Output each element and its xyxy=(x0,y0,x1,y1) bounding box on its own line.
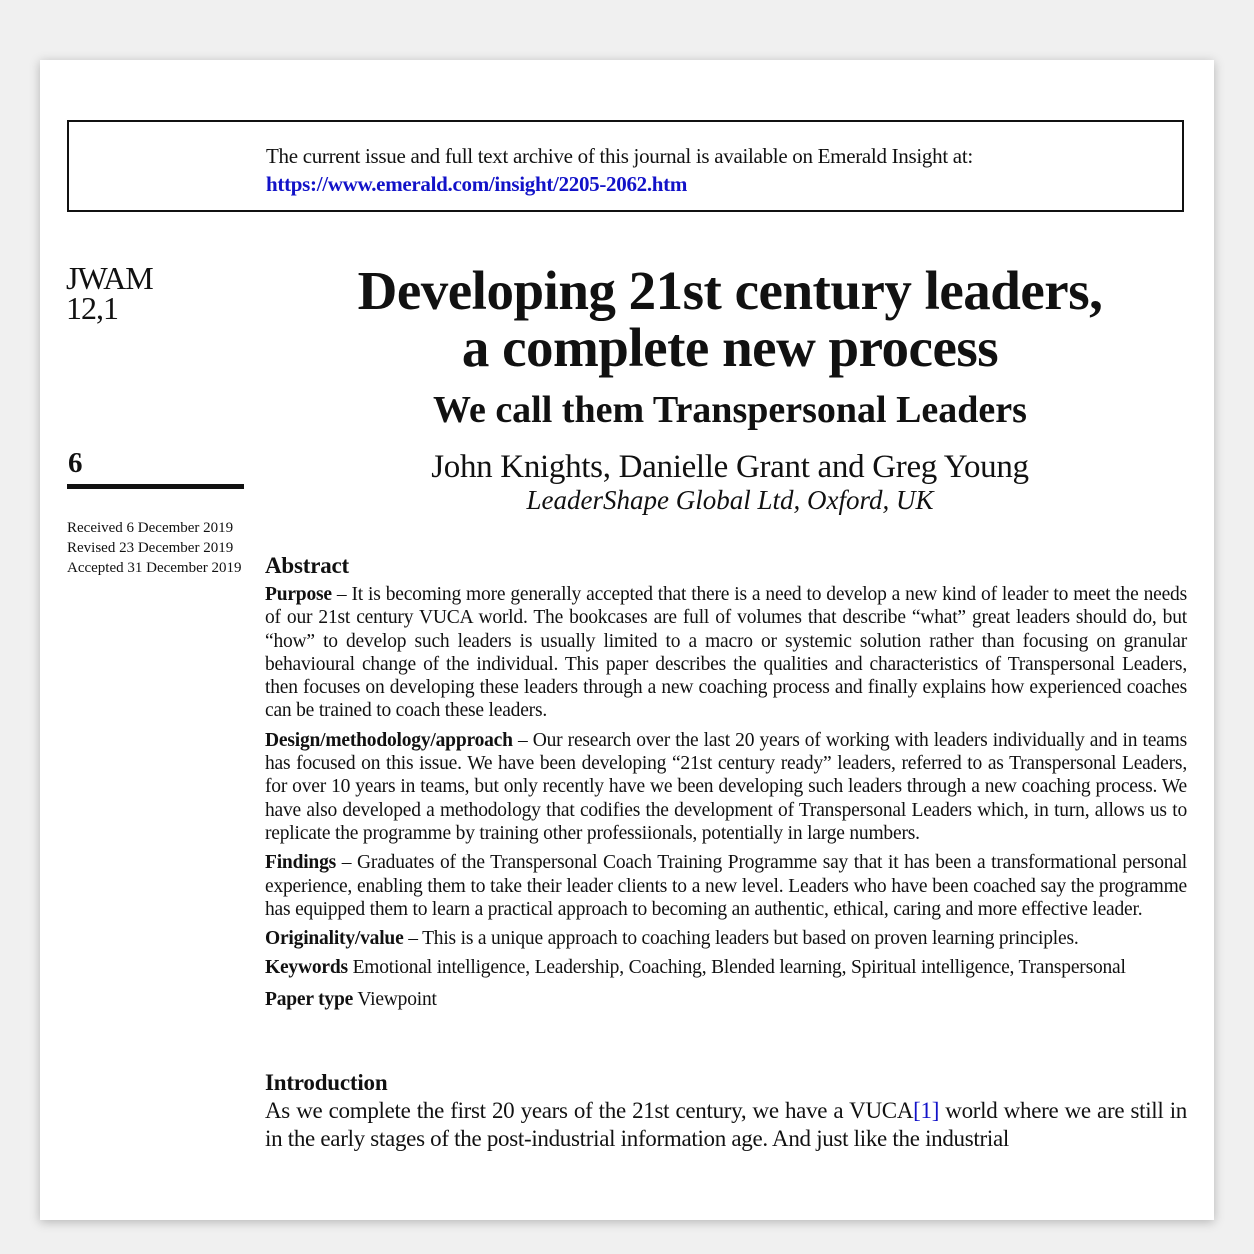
abstract-findings xyxy=(265,851,1187,921)
findings-label: Findings xyxy=(265,852,337,874)
banner-text: The current issue and full text archive of this journal is available on Emerald Insight at: xyxy=(266,144,973,168)
paper-type-text: Viewpoint xyxy=(353,988,437,1010)
journal-banner xyxy=(67,120,1184,212)
document-page xyxy=(40,60,1214,1220)
paper-type-label: Paper type xyxy=(265,988,354,1010)
accepted-date: Accepted 31 December 2019 xyxy=(67,560,242,576)
intro-text-end: world where we are still in in the early stages of the post-industrial information age. And just like the industrial xyxy=(265,1098,1188,1152)
article-title xyxy=(270,262,1190,376)
design-label: Design/methodology/approach xyxy=(265,729,513,751)
purpose-label: Purpose xyxy=(265,584,332,605)
revised-date: Revised 23 December 2019 xyxy=(67,540,234,556)
introduction-heading: Introduction xyxy=(265,1070,388,1096)
article-subtitle: We call them Transpersonal Leaders xyxy=(433,389,1027,431)
abstract-design xyxy=(265,729,1187,845)
abstract-purpose xyxy=(265,583,1187,723)
authors: John Knights, Danielle Grant and Greg Young xyxy=(431,449,1029,485)
abstract-heading: Abstract xyxy=(265,553,349,578)
article-history xyxy=(67,518,242,578)
paper-type xyxy=(265,988,1187,1011)
originality-text: – This is a unique approach to coaching leaders but based on proven learning principles. xyxy=(403,928,1079,950)
intro-text-start: As we complete the first 20 years of the 21st century, we have a VUCA xyxy=(265,1098,914,1124)
page-number-rule xyxy=(67,484,244,489)
abstract-originality xyxy=(265,927,1187,950)
keywords xyxy=(265,956,1187,979)
journal-link[interactable]: https://www.emerald.com/insight/2205-2062.htm xyxy=(266,172,688,196)
title-line-1: Developing 21st century leaders, xyxy=(357,260,1103,321)
banner-content xyxy=(266,142,973,198)
affiliation: LeaderShape Global Ltd, Oxford, UK xyxy=(526,485,934,515)
introduction-paragraph xyxy=(265,1097,1187,1153)
keywords-text: Emotional intelligence, Leadership, Coaching, Blended learning, Spiritual intelligence, Transpersonal xyxy=(347,957,1126,979)
main-column xyxy=(265,552,1187,1153)
journal-citation xyxy=(66,260,153,326)
page-number: 6 xyxy=(68,447,83,479)
originality-label: Originality/value xyxy=(265,928,404,950)
journal-volume: 12,1 xyxy=(66,290,118,326)
keywords-label: Keywords xyxy=(265,957,348,979)
design-text: – Our research over the last 20 years of working with leaders individually and in teams has focused on this issue. We have been developing “21st century ready” leaders, referred to as Transpersonal Leaders, for over 10 years in teams, but only recently have we been developing such leaders through a new coaching process. We have also developed a methodology that codifies the development of Transpersonal Leaders which, in turn, allows us to replicate the programme by training other professiionals, potentially in large numbers. xyxy=(265,729,1187,844)
findings-text: – Graduates of the Transpersonal Coach Training Programme say that it has been a transformational personal experience, enabling them to take their leader clients to a new level. Leaders who have been coached say the programme has equipped them to learn a practical approach to becoming an authentic, ethical, caring and more effective leader. xyxy=(265,852,1187,920)
received-date: Received 6 December 2019 xyxy=(67,520,234,536)
footnote-ref-1[interactable]: [1] xyxy=(913,1098,940,1124)
journal-name: JWAM xyxy=(66,260,153,296)
title-line-2: a complete new process xyxy=(461,317,999,378)
purpose-text: – It is becoming more generally accepted that there is a need to develop a new kind of leader to meet the needs of our 21st century VUCA world. The bookcases are full of volumes that describe “what” great leaders should do, but “how” to develop such leaders is usually limited to a macro or systemic solution rather than focusing on granular behavioural change of the individual. This paper describes the qualities and characteristics of Transpersonal Leaders, then focuses on developing these leaders through a new coaching process and finally explains how experienced coaches can be trained to coach these leaders. xyxy=(265,584,1187,722)
